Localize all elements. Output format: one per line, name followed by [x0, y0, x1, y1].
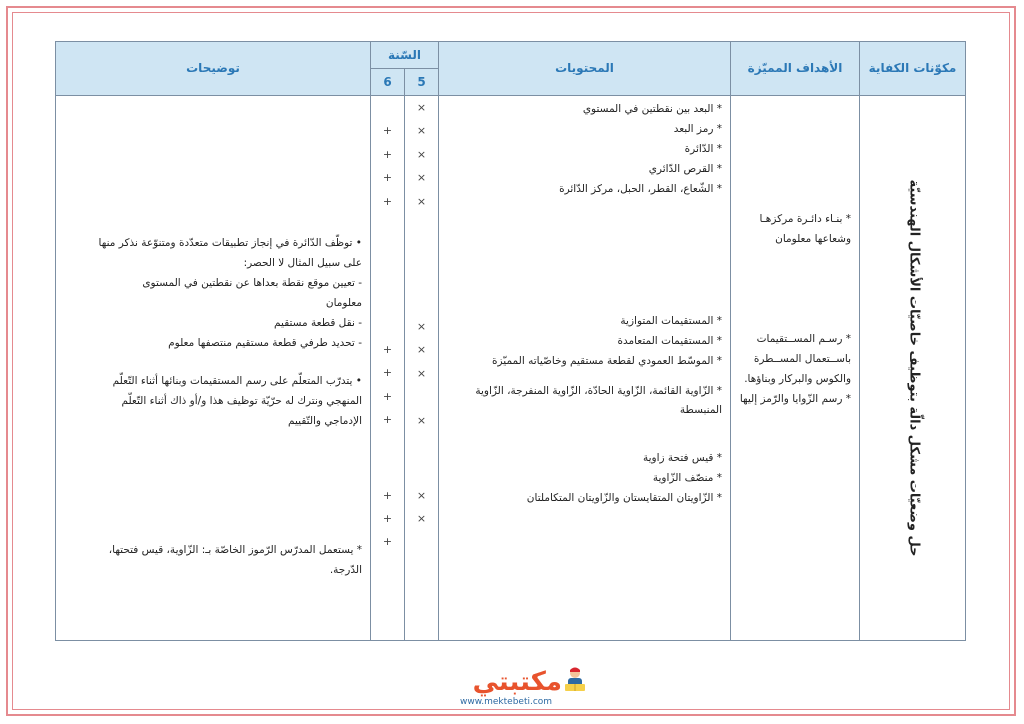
site-url[interactable]: www.mektebeti.com: [460, 697, 553, 707]
content-item: * المستقيمات المتعامدة: [617, 334, 723, 347]
mark-plus: +: [382, 535, 393, 549]
header-explanations: توضيحات: [56, 42, 371, 96]
header-year-5: 5: [405, 69, 439, 96]
mark-plus: +: [382, 194, 393, 208]
mark-x: ×: [416, 147, 427, 161]
objective-line: * بنـاء دائـرة مركزهـا: [759, 213, 852, 225]
mark-plus: +: [382, 342, 393, 356]
mark-x: ×: [416, 413, 427, 427]
mark-plus: +: [382, 488, 393, 502]
objectives-cell: [731, 96, 860, 641]
mark-plus: +: [382, 366, 393, 380]
content-item: المنبسطة: [679, 404, 723, 417]
contents-cell: [439, 96, 731, 641]
explanation-line: الدّرجة.: [329, 564, 362, 577]
objective-line: والكوس والبركار وبناؤها.: [744, 372, 852, 385]
mark-x: ×: [416, 512, 427, 526]
curriculum-table: [55, 41, 966, 641]
content-item: * رمز البعد: [673, 122, 723, 135]
explanation-line: - تعيين موقع نقطة بعداها عن نقطتين في المستوى: [142, 276, 362, 289]
explanation-line: الإدماجي والتّقييم: [288, 414, 362, 427]
header-objectives: الأهداف المميّزة: [731, 42, 860, 96]
header-year: السّنة: [371, 42, 439, 69]
explanation-line: - تحديد طرفي قطعة مستقيم منتصفها معلوم: [168, 336, 362, 349]
objective-line: * رسـم المســتقيمات: [756, 332, 852, 345]
explanation-line: معلومان: [325, 296, 362, 309]
explanations-cell: [56, 96, 371, 641]
content-item: * منصّف الزّاوية: [652, 472, 723, 485]
mark-plus: +: [382, 147, 393, 161]
mark-plus: +: [382, 171, 393, 185]
objective-line: وشعاعها معلومان: [775, 232, 852, 245]
objective-line: * رسم الزّوايا والرّمز إليها: [739, 392, 852, 405]
content-item: * الزّاويتان المتقايستان والزّاويتان المتكاملتان: [526, 492, 723, 505]
logo-text: مكتبتي: [472, 667, 562, 697]
content-item: * القرص الدّائري: [648, 162, 723, 175]
header-competency: مكوّنات الكفاية: [860, 42, 966, 96]
explanation-line: • يتدرّب المتعلّم على رسم المستقيمات وبنائها أثناء التّعلّم: [112, 374, 362, 387]
content-item: * البعد بين نقطتين في المستوي: [582, 103, 723, 115]
objective-line: باســتعمال المســطرة: [753, 352, 852, 365]
mark-plus: +: [382, 413, 393, 427]
header-year-6: 6: [371, 69, 405, 96]
mark-plus: +: [382, 389, 393, 403]
content-item: * قيس فتحة زاوية: [642, 452, 723, 465]
explanation-line: • توظّف الدّائرة في إنجاز تطبيقات متعدّدة ومتنوّعة نذكر منها: [98, 237, 362, 249]
content-item: * الموسّط العمودي لقطعة مستقيم وخاصّياته المميّزة: [492, 354, 723, 367]
mark-x: ×: [416, 488, 427, 502]
mark-x: ×: [416, 101, 427, 114]
mark-x: ×: [416, 194, 427, 208]
header-contents: المحتويات: [439, 42, 731, 96]
competency-cell: [860, 96, 966, 641]
content-item: * الدّائرة: [684, 142, 723, 155]
reading-child-icon: [562, 665, 588, 697]
year5-column: [405, 96, 439, 641]
site-logo[interactable]: [448, 663, 588, 707]
mark-x: ×: [416, 124, 427, 138]
content-item: * الشّعاع، القطر، الحبل، مركز الدّائرة: [559, 182, 723, 195]
explanation-line: على سبيل المثال لا الحصر:: [243, 256, 362, 269]
explanation-line: - نقل قطعة مستقيم: [274, 316, 362, 329]
explanation-line: * يستعمل المدرّس الرّموز الخاصّة بـ: الزّاوية، قيس فتحتها،: [108, 544, 362, 557]
content-item: * المستقيمات المتوازية: [620, 314, 723, 327]
mark-x: ×: [416, 343, 427, 357]
mark-x: ×: [416, 319, 427, 333]
year6-column: [371, 96, 405, 641]
mark-x: ×: [416, 171, 427, 185]
competency-text: حل وضعيّات مشكل دالّة بتوظيف خاصيّات الأشكال الهندسيّة: [905, 179, 921, 557]
mark-plus: +: [382, 124, 393, 138]
mark-x: ×: [416, 366, 427, 380]
content-item: * الزّاوية القائمة، الزّاوية الحادّة، الزّاوية المنفرجة، الزّاوية: [475, 384, 723, 397]
explanation-line: المنهجي ونترك له حرّيّة توظيف هذا و/أو ذاك أثناء التّعلّم: [121, 394, 362, 407]
mark-plus: +: [382, 511, 393, 525]
